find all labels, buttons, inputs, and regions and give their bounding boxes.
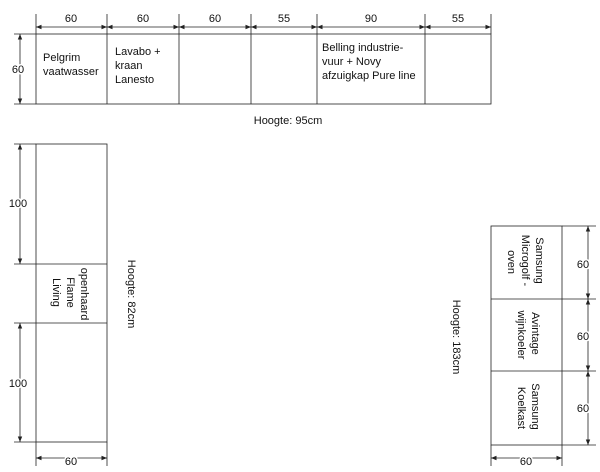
top-height-label: Hoogte: 95cm	[253, 115, 323, 127]
top-counter-outline	[36, 34, 491, 104]
top-width-label-5: 90	[364, 13, 378, 25]
unit-label-fridge	[515, 383, 541, 433]
right-segment-label-1: 60	[576, 259, 590, 271]
top-width-label-6: 55	[451, 13, 465, 25]
svg-text:Hoogte: 82cm: Hoogte: 82cm	[125, 259, 137, 329]
right-width-label: 60	[519, 456, 533, 468]
right-segment-label-2: 60	[576, 331, 590, 343]
top-depth-dimension	[12, 34, 36, 104]
cabinet-label-sink: Lavabo + kraan Lanesto	[115, 46, 161, 86]
left-width-label: 60	[64, 456, 78, 468]
svg-text:Samsung Microgolf -: Samsung Microgolf - oven	[505, 234, 545, 287]
top-width-dimensions	[36, 13, 491, 34]
svg-text:Living Flame o: Living Flame openhaard	[50, 267, 90, 321]
top-depth-label: 60	[11, 64, 25, 76]
left-lower-length-label: 100	[8, 378, 28, 390]
left-column	[9, 144, 137, 468]
cabinet-label-stove: Belling industrie- vuur + Novy afzuigkap Pure line	[322, 42, 416, 82]
svg-text:Hoogte: 183cm: Hoogte: 183cm	[450, 299, 462, 375]
svg-text:Avintage wijnkoeler: Avintage wijnkoeler	[515, 310, 541, 360]
top-width-label-2: 60	[136, 13, 150, 25]
right-height-label	[450, 300, 462, 375]
left-height-label	[125, 260, 137, 328]
top-width-label-4: 55	[277, 13, 291, 25]
fireplace-label	[50, 268, 90, 321]
left-upper-length-label: 100	[8, 198, 28, 210]
unit-label-microwave	[505, 235, 545, 289]
top-width-label-3: 60	[208, 13, 222, 25]
unit-label-wine-cooler	[515, 310, 541, 360]
right-segment-label-3: 60	[576, 403, 590, 415]
top-width-label-1: 60	[64, 13, 78, 25]
cabinet-label-dishwasher: Pelgrim vaatwasser	[43, 52, 99, 78]
top-row	[12, 13, 491, 127]
right-column	[450, 226, 596, 468]
svg-text:Samsung Koelkast: Samsung Koelkast	[515, 383, 541, 430]
